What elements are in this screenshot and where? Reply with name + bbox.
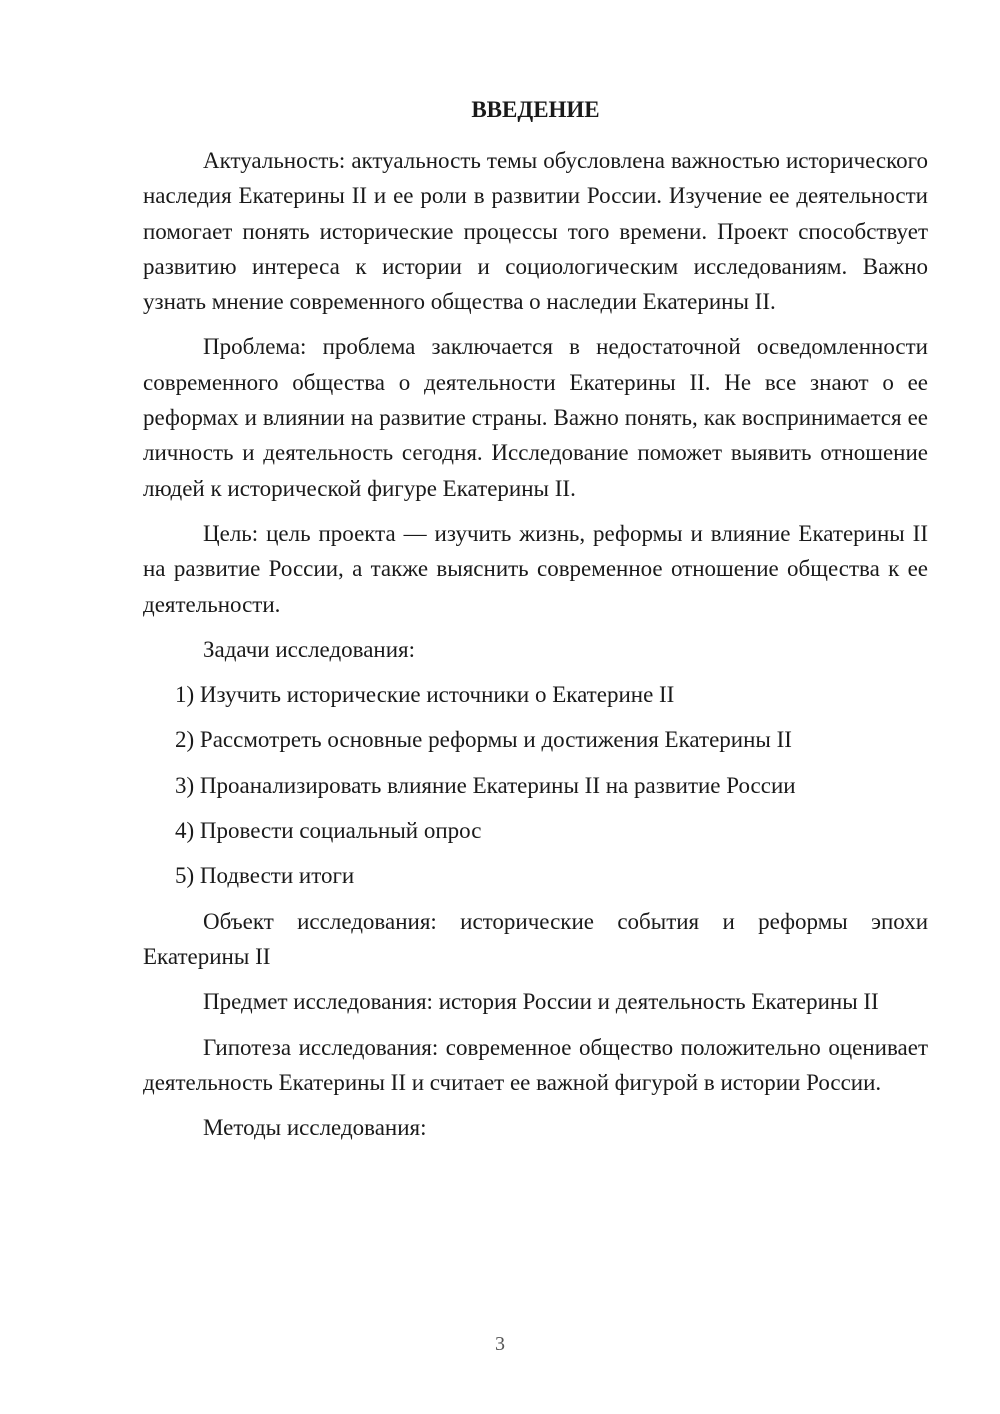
task-item: 2) Рассмотреть основные реформы и достижения Екатерины II (175, 727, 792, 753)
section-title: ВВЕДЕНИЕ (471, 97, 600, 122)
methods-heading: Методы исследования: (203, 1115, 427, 1141)
goal-paragraph: Цель: цель проекта — изучить жизнь, реформы и влияние Екатерины II на развитие России, а также выяснить современное отношение общества к ее деятельности. (143, 520, 928, 617)
task-item: 4) Провести социальный опрос (175, 818, 482, 844)
task-item: 1) Изучить исторические источники о Екатерине II (175, 682, 675, 708)
tasks-list (143, 677, 928, 893)
task-item: 3) Проанализировать влияние Екатерины II на развитие России (175, 772, 796, 798)
task-item: 5) Подвести итоги (175, 863, 355, 889)
subject-paragraph: Предмет исследования: история России и деятельность Екатерины II (203, 989, 879, 1015)
page-content (143, 92, 928, 1155)
hypothesis-paragraph: Гипотеза исследования: современное общество положительно оценивает деятельность Екатерины II и считает ее важной фигурой в истории России. (143, 1034, 928, 1095)
problem-paragraph: Проблема: проблема заключается в недостаточной осведомленности современного общества о деятельности Екатерины II. Не все знают о ее реформах и влиянии на развитие страны. Важно понять, как воспринимается ее личность и деятельность сегодня. Исследование поможет выявить отношение людей к исторической фигуре Екатерины II. (143, 334, 928, 501)
tasks-heading: Задачи исследования: (203, 636, 416, 662)
page-number: 3 (495, 1333, 505, 1355)
relevance-paragraph: Актуальность: актуальность темы обусловлена важностью исторического наследия Екатерины II и ее роли в развитии России. Изучение ее деятельности помогает понять исторические процессы того времени. Проект способствует развитию интереса к истории и социологическим исследованиям. Важно узнать мнение современного общества о наследии Екатерины II. (143, 148, 928, 315)
object-paragraph: Объект исследования: исторические события и реформы эпохи Екатерины II (143, 908, 928, 969)
